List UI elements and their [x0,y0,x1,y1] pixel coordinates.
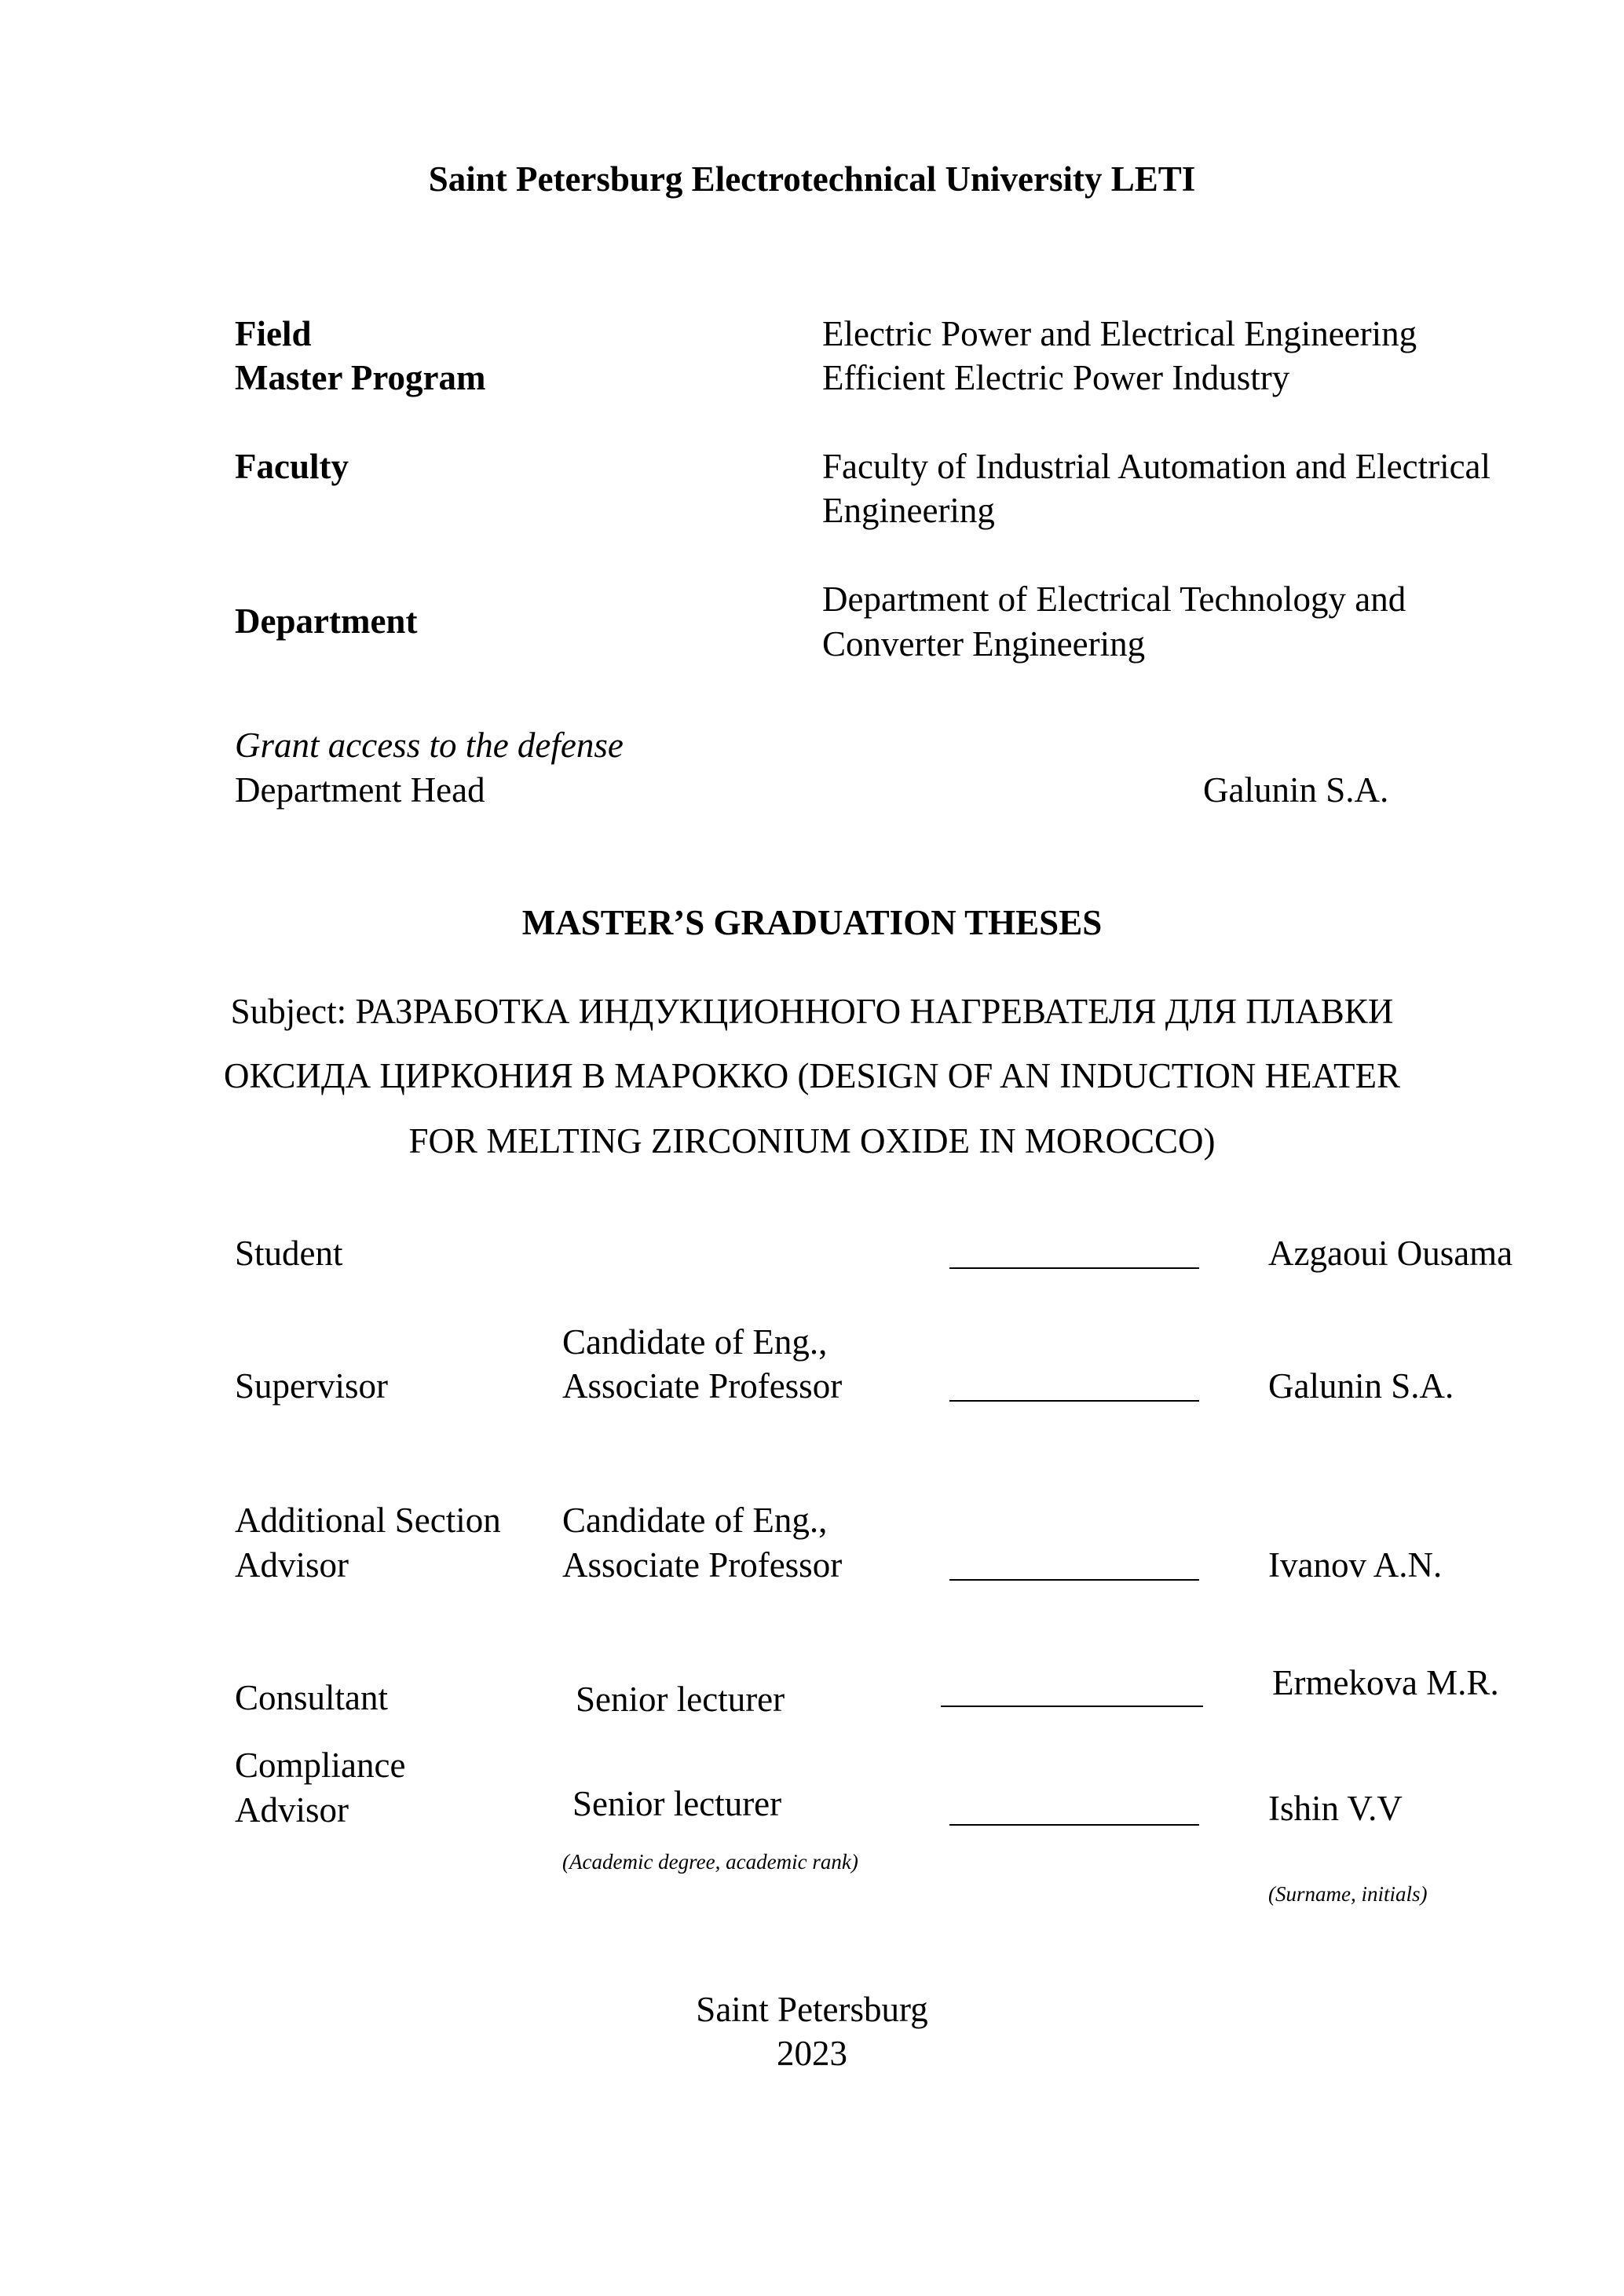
additional-advisor-label-cont: Advisor [235,1545,349,1585]
compliance-advisor-rank: Senior lecturer [572,1784,782,1823]
signature-line [949,1579,1199,1581]
rank-caption: (Academic degree, academic rank) [562,1850,858,1874]
supervisor-name: Galunin S.A. [1268,1366,1454,1406]
faculty-value: Faculty of Industrial Automation and Electrical [822,447,1491,486]
city: Saint Petersburg [696,1990,928,2029]
signature-line [949,1267,1199,1269]
additional-advisor-rank: Candidate of Eng., [562,1501,828,1540]
subject-line: FOR MELTING ZIRCONIUM OXIDE IN MOROCCO) [408,1121,1216,1161]
subject-line: Subject: РАЗРАБОТКА ИНДУКЦИОННОГО НАГРЕВАТЕЛЯ ДЛЯ ПЛАВКИ [230,992,1394,1031]
additional-advisor-name: Ivanov A.N. [1268,1545,1443,1585]
grant-access: Grant access to the defense [235,726,624,765]
year: 2023 [777,2034,847,2073]
signature-line [941,1706,1203,1707]
department-value-cont: Converter Engineering [822,624,1146,664]
consultant-name: Ermekova M.R. [1272,1663,1499,1702]
consultant-rank: Senior lecturer [576,1680,785,1719]
supervisor-label: Supervisor [235,1366,388,1406]
additional-advisor-rank-cont: Associate Professor [562,1545,843,1585]
department-head-name: Galunin S.A. [1203,770,1389,810]
faculty-value-cont: Engineering [822,491,995,530]
program-label: Master Program [235,358,486,397]
consultant-label: Consultant [235,1678,389,1717]
signature-line [949,1400,1199,1402]
signature-line [949,1824,1199,1826]
university-name: Saint Petersburg Electrotechnical University LETI [428,159,1196,199]
department-head-label: Department Head [235,770,485,810]
student-label: Student [235,1234,343,1273]
name-caption: (Surname, initials) [1268,1882,1428,1906]
student-name: Azgaoui Ousama [1268,1234,1513,1273]
thesis-title: MASTER’S GRADUATION THESES [521,903,1103,942]
compliance-advisor-name: Ishin V.V [1268,1789,1403,1828]
department-value: Department of Electrical Technology and [822,579,1406,619]
compliance-advisor-label: Compliance [235,1746,406,1785]
department-label: Department [235,601,418,641]
subject-line: ОКСИДА ЦИРКОНИЯ В МАРОККО (DESIGN OF AN INDUCTION HEATER [224,1056,1400,1095]
supervisor-rank-cont: Associate Professor [562,1366,843,1406]
additional-advisor-label: Additional Section [235,1501,501,1540]
supervisor-rank: Candidate of Eng., [562,1322,828,1362]
faculty-label: Faculty [235,447,349,486]
program-value: Efficient Electric Power Industry [822,358,1290,397]
field-value: Electric Power and Electrical Engineering [822,314,1417,353]
compliance-advisor-label-cont: Advisor [235,1790,349,1830]
field-label: Field [235,314,312,353]
